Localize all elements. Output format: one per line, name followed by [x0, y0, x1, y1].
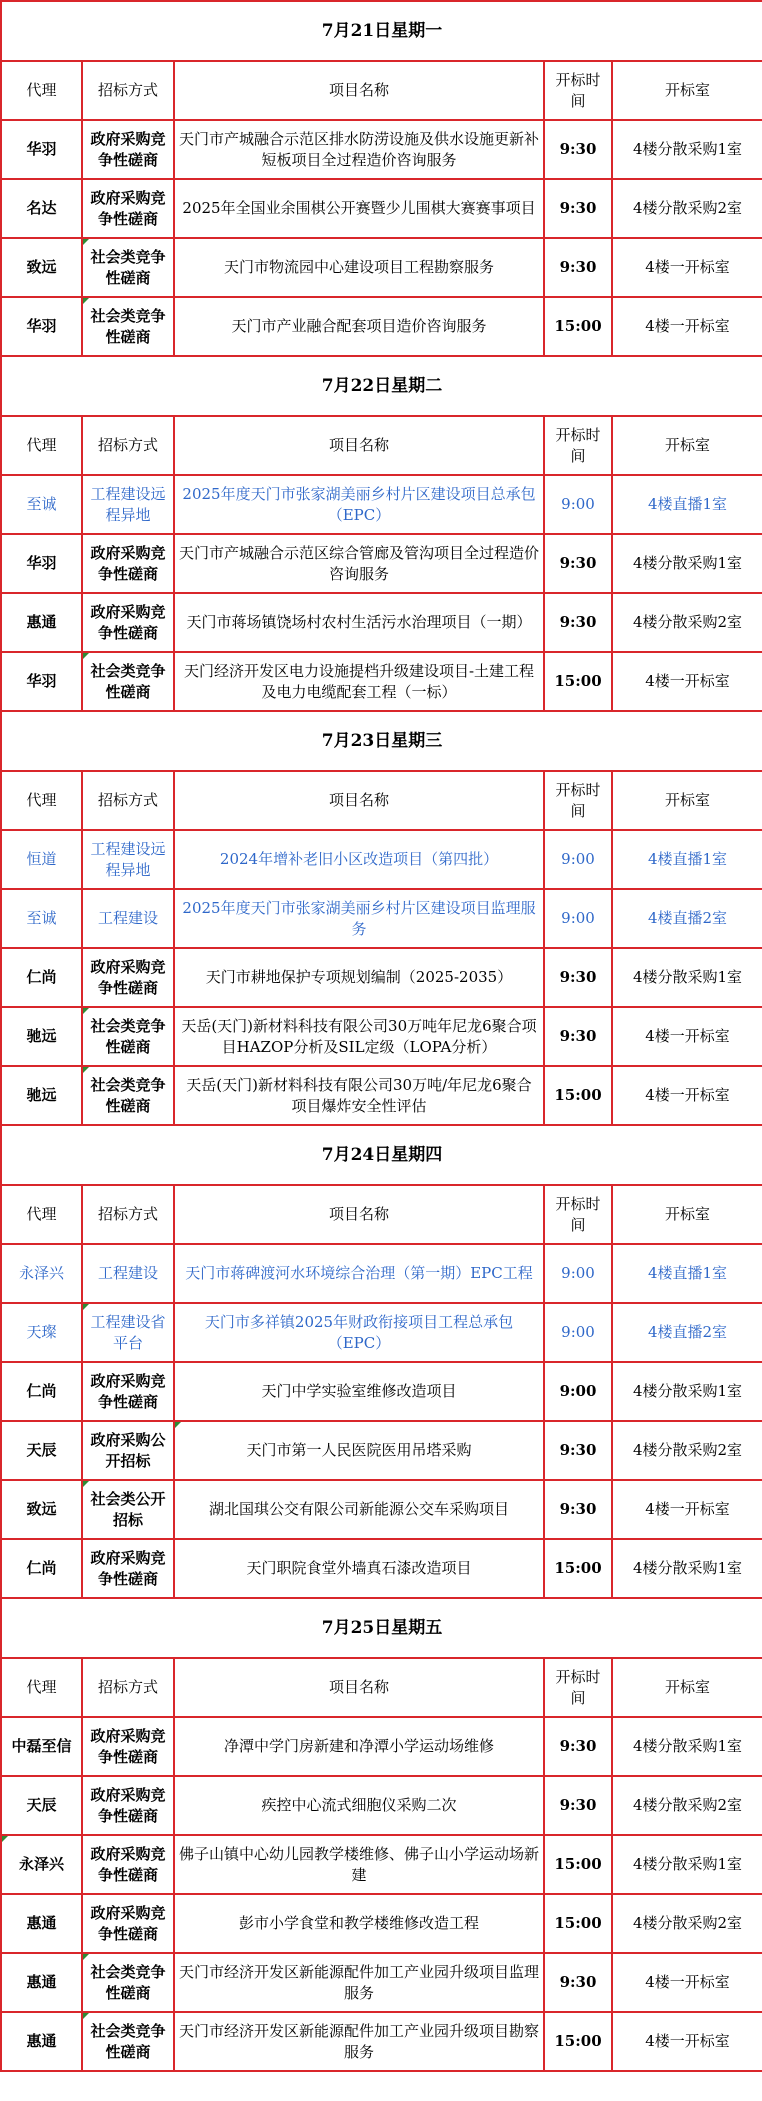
cell-time: 15:00 — [544, 2012, 612, 2071]
column-header-row — [1, 771, 762, 830]
header-room: 开标室 — [612, 1185, 762, 1244]
table-row — [1, 238, 762, 297]
cell-room: 4楼分散采购2室 — [612, 1894, 762, 1953]
cell-method: 政府采购竞争性磋商 — [82, 1894, 174, 1953]
cell-room: 4楼分散采购2室 — [612, 179, 762, 238]
table-row — [1, 1776, 762, 1835]
cell-room: 4楼分散采购1室 — [612, 1539, 762, 1598]
table-row — [1, 1421, 762, 1480]
cell-method: 工程建设省平台 — [82, 1303, 174, 1362]
cell-agent: 永泽兴 — [1, 1244, 82, 1303]
cell-room: 4楼一开标室 — [612, 2012, 762, 2071]
cell-agent: 惠通 — [1, 2012, 82, 2071]
cell-room: 4楼分散采购2室 — [612, 593, 762, 652]
cell-name: 天门市经济开发区新能源配件加工产业园升级项目监理服务 — [174, 1953, 544, 2012]
header-time: 开标时间 — [544, 1658, 612, 1717]
cell-name: 2024年增补老旧小区改造项目（第四批） — [174, 830, 544, 889]
cell-name: 天门市第一人民医院医用吊塔采购 — [174, 1421, 544, 1480]
table-row — [1, 1953, 762, 2012]
cell-agent: 中磊至信 — [1, 1717, 82, 1776]
cell-time: 9:30 — [544, 1421, 612, 1480]
cell-room: 4楼直播2室 — [612, 1303, 762, 1362]
cell-time: 9:30 — [544, 1480, 612, 1539]
column-header-row — [1, 1185, 762, 1244]
table-row — [1, 830, 762, 889]
table-row — [1, 534, 762, 593]
header-name: 项目名称 — [174, 416, 544, 475]
cell-time: 9:30 — [544, 1953, 612, 2012]
header-time: 开标时间 — [544, 416, 612, 475]
cell-room: 4楼一开标室 — [612, 652, 762, 711]
cell-agent: 惠通 — [1, 1894, 82, 1953]
cell-method: 社会类竞争性磋商 — [82, 1953, 174, 2012]
header-agent: 代理 — [1, 1185, 82, 1244]
cell-method: 政府采购竞争性磋商 — [82, 1362, 174, 1421]
day-title: 7月21日星期一 — [1, 1, 762, 61]
cell-name: 天门经济开发区电力设施提档升级建设项目-土建工程及电力电缆配套工程（一标） — [174, 652, 544, 711]
cell-time: 9:00 — [544, 1303, 612, 1362]
table-row — [1, 179, 762, 238]
cell-method: 政府采购竞争性磋商 — [82, 1539, 174, 1598]
cell-name: 佛子山镇中心幼儿园教学楼维修、佛子山小学运动场新建 — [174, 1835, 544, 1894]
day-header-row — [1, 711, 762, 771]
cell-agent: 惠通 — [1, 593, 82, 652]
cell-method: 政府采购竞争性磋商 — [82, 179, 174, 238]
header-time: 开标时间 — [544, 61, 612, 120]
cell-room: 4楼一开标室 — [612, 238, 762, 297]
header-name: 项目名称 — [174, 61, 544, 120]
table-row — [1, 593, 762, 652]
cell-agent: 仁尚 — [1, 1539, 82, 1598]
cell-time: 9:30 — [544, 179, 612, 238]
cell-method: 政府采购竞争性磋商 — [82, 593, 174, 652]
cell-agent: 至诚 — [1, 889, 82, 948]
header-agent: 代理 — [1, 416, 82, 475]
cell-name: 天门市经济开发区新能源配件加工产业园升级项目勘察服务 — [174, 2012, 544, 2071]
table-row — [1, 1066, 762, 1125]
header-room: 开标室 — [612, 771, 762, 830]
cell-name: 天门市耕地保护专项规划编制（2025-2035） — [174, 948, 544, 1007]
table-row — [1, 652, 762, 711]
cell-room: 4楼直播2室 — [612, 889, 762, 948]
header-method: 招标方式 — [82, 416, 174, 475]
day-title: 7月25日星期五 — [1, 1598, 762, 1658]
cell-time: 15:00 — [544, 1066, 612, 1125]
cell-name: 天门市多祥镇2025年财政衔接项目工程总承包（EPC） — [174, 1303, 544, 1362]
table-row — [1, 1244, 762, 1303]
header-room: 开标室 — [612, 61, 762, 120]
table-row — [1, 297, 762, 356]
cell-agent: 仁尚 — [1, 948, 82, 1007]
header-method: 招标方式 — [82, 1185, 174, 1244]
cell-method: 政府采购竞争性磋商 — [82, 948, 174, 1007]
cell-room: 4楼分散采购1室 — [612, 534, 762, 593]
header-method: 招标方式 — [82, 1658, 174, 1717]
cell-time: 9:30 — [544, 534, 612, 593]
cell-method: 工程建设远程异地 — [82, 830, 174, 889]
cell-method: 社会类竞争性磋商 — [82, 1007, 174, 1066]
header-method: 招标方式 — [82, 61, 174, 120]
cell-agent: 华羽 — [1, 297, 82, 356]
cell-time: 9:30 — [544, 238, 612, 297]
cell-time: 15:00 — [544, 1894, 612, 1953]
header-time: 开标时间 — [544, 771, 612, 830]
cell-agent: 恒道 — [1, 830, 82, 889]
column-header-row — [1, 61, 762, 120]
table-row — [1, 1894, 762, 1953]
cell-agent: 华羽 — [1, 120, 82, 179]
cell-room: 4楼一开标室 — [612, 1480, 762, 1539]
day-header-row — [1, 1598, 762, 1658]
table-row — [1, 120, 762, 179]
cell-name: 天门市产城融合示范区综合管廊及管沟项目全过程造价咨询服务 — [174, 534, 544, 593]
header-method: 招标方式 — [82, 771, 174, 830]
cell-method: 政府采购竞争性磋商 — [82, 120, 174, 179]
header-agent: 代理 — [1, 1658, 82, 1717]
cell-time: 15:00 — [544, 1835, 612, 1894]
cell-room: 4楼分散采购1室 — [612, 1717, 762, 1776]
cell-time: 9:00 — [544, 475, 612, 534]
cell-room: 4楼一开标室 — [612, 1007, 762, 1066]
cell-method: 社会类竞争性磋商 — [82, 652, 174, 711]
cell-room: 4楼分散采购2室 — [612, 1776, 762, 1835]
cell-method: 政府采购竞争性磋商 — [82, 1717, 174, 1776]
header-name: 项目名称 — [174, 1185, 544, 1244]
table-row — [1, 1303, 762, 1362]
cell-time: 9:00 — [544, 1362, 612, 1421]
cell-agent: 仁尚 — [1, 1362, 82, 1421]
column-header-row — [1, 1658, 762, 1717]
day-header-row — [1, 1, 762, 61]
cell-name: 天门市蒋场镇饶场村农村生活污水治理项目（一期） — [174, 593, 544, 652]
cell-time: 9:30 — [544, 120, 612, 179]
cell-room: 4楼直播1室 — [612, 475, 762, 534]
cell-time: 9:00 — [544, 1244, 612, 1303]
cell-room: 4楼直播1室 — [612, 1244, 762, 1303]
cell-name: 天门中学实验室维修改造项目 — [174, 1362, 544, 1421]
cell-method: 政府采购竞争性磋商 — [82, 1835, 174, 1894]
cell-room: 4楼一开标室 — [612, 297, 762, 356]
cell-room: 4楼分散采购1室 — [612, 948, 762, 1007]
header-name: 项目名称 — [174, 771, 544, 830]
cell-method: 社会类公开招标 — [82, 1480, 174, 1539]
cell-room: 4楼一开标室 — [612, 1953, 762, 2012]
cell-time: 9:00 — [544, 830, 612, 889]
cell-name: 天门市物流园中心建设项目工程勘察服务 — [174, 238, 544, 297]
cell-agent: 驰远 — [1, 1007, 82, 1066]
day-header-row — [1, 1125, 762, 1185]
cell-agent: 永泽兴 — [1, 1835, 82, 1894]
cell-room: 4楼一开标室 — [612, 1066, 762, 1125]
cell-agent: 致远 — [1, 1480, 82, 1539]
cell-method: 社会类竞争性磋商 — [82, 2012, 174, 2071]
cell-name: 净潭中学门房新建和净潭小学运动场维修 — [174, 1717, 544, 1776]
cell-agent: 至诚 — [1, 475, 82, 534]
cell-agent: 驰远 — [1, 1066, 82, 1125]
cell-agent: 天辰 — [1, 1421, 82, 1480]
day-title: 7月24日星期四 — [1, 1125, 762, 1185]
cell-name: 疾控中心流式细胞仪采购二次 — [174, 1776, 544, 1835]
cell-agent: 名达 — [1, 179, 82, 238]
cell-method: 政府采购竞争性磋商 — [82, 1776, 174, 1835]
cell-method: 社会类竞争性磋商 — [82, 297, 174, 356]
cell-name: 天门市产城融合示范区排水防涝设施及供水设施更新补短板项目全过程造价咨询服务 — [174, 120, 544, 179]
cell-time: 9:30 — [544, 1776, 612, 1835]
table-row — [1, 1539, 762, 1598]
table-row — [1, 1362, 762, 1421]
cell-method: 社会类竞争性磋商 — [82, 1066, 174, 1125]
day-title: 7月22日星期二 — [1, 356, 762, 416]
cell-method: 工程建设 — [82, 1244, 174, 1303]
cell-name: 天岳(天门)新材料科技有限公司30万吨/年尼龙6聚合项目爆炸安全性评估 — [174, 1066, 544, 1125]
table-row — [1, 948, 762, 1007]
cell-name: 彭市小学食堂和教学楼维修改造工程 — [174, 1894, 544, 1953]
column-header-row — [1, 416, 762, 475]
cell-room: 4楼直播1室 — [612, 830, 762, 889]
cell-agent: 惠通 — [1, 1953, 82, 2012]
cell-time: 9:30 — [544, 1007, 612, 1066]
cell-method: 政府采购竞争性磋商 — [82, 534, 174, 593]
cell-time: 15:00 — [544, 652, 612, 711]
cell-room: 4楼分散采购1室 — [612, 1835, 762, 1894]
header-agent: 代理 — [1, 61, 82, 120]
cell-name: 湖北国琪公交有限公司新能源公交车采购项目 — [174, 1480, 544, 1539]
cell-time: 9:30 — [544, 1717, 612, 1776]
header-time: 开标时间 — [544, 1185, 612, 1244]
cell-method: 工程建设远程异地 — [82, 475, 174, 534]
header-name: 项目名称 — [174, 1658, 544, 1717]
cell-name: 2025年度天门市张家湖美丽乡村片区建设项目监理服务 — [174, 889, 544, 948]
day-title: 7月23日星期三 — [1, 711, 762, 771]
header-room: 开标室 — [612, 416, 762, 475]
cell-name: 天岳(天门)新材料科技有限公司30万吨年尼龙6聚合项目HAZOP分析及SIL定级（LOPA分析） — [174, 1007, 544, 1066]
cell-agent: 华羽 — [1, 652, 82, 711]
table-row — [1, 1480, 762, 1539]
cell-time: 9:30 — [544, 593, 612, 652]
cell-agent: 致远 — [1, 238, 82, 297]
table-row — [1, 2012, 762, 2071]
cell-agent: 华羽 — [1, 534, 82, 593]
cell-time: 9:00 — [544, 889, 612, 948]
cell-room: 4楼分散采购2室 — [612, 1421, 762, 1480]
cell-time: 15:00 — [544, 1539, 612, 1598]
cell-name: 天门市蒋碑渡河水环境综合治理（第一期）EPC工程 — [174, 1244, 544, 1303]
table-row — [1, 1717, 762, 1776]
cell-name: 2025年全国业余围棋公开赛暨少儿围棋大赛赛事项目 — [174, 179, 544, 238]
cell-agent: 天辰 — [1, 1776, 82, 1835]
table-row — [1, 1835, 762, 1894]
cell-agent: 天璨 — [1, 1303, 82, 1362]
day-header-row — [1, 356, 762, 416]
header-room: 开标室 — [612, 1658, 762, 1717]
cell-room: 4楼分散采购1室 — [612, 120, 762, 179]
cell-time: 9:30 — [544, 948, 612, 1007]
schedule-body — [1, 1, 762, 2071]
cell-method: 政府采购公开招标 — [82, 1421, 174, 1480]
cell-time: 15:00 — [544, 297, 612, 356]
table-row — [1, 475, 762, 534]
cell-name: 2025年度天门市张家湖美丽乡村片区建设项目总承包（EPC） — [174, 475, 544, 534]
table-row — [1, 889, 762, 948]
cell-method: 工程建设 — [82, 889, 174, 948]
cell-room: 4楼分散采购1室 — [612, 1362, 762, 1421]
cell-name: 天门市产业融合配套项目造价咨询服务 — [174, 297, 544, 356]
header-agent: 代理 — [1, 771, 82, 830]
cell-name: 天门职院食堂外墙真石漆改造项目 — [174, 1539, 544, 1598]
cell-method: 社会类竞争性磋商 — [82, 238, 174, 297]
table-row — [1, 1007, 762, 1066]
